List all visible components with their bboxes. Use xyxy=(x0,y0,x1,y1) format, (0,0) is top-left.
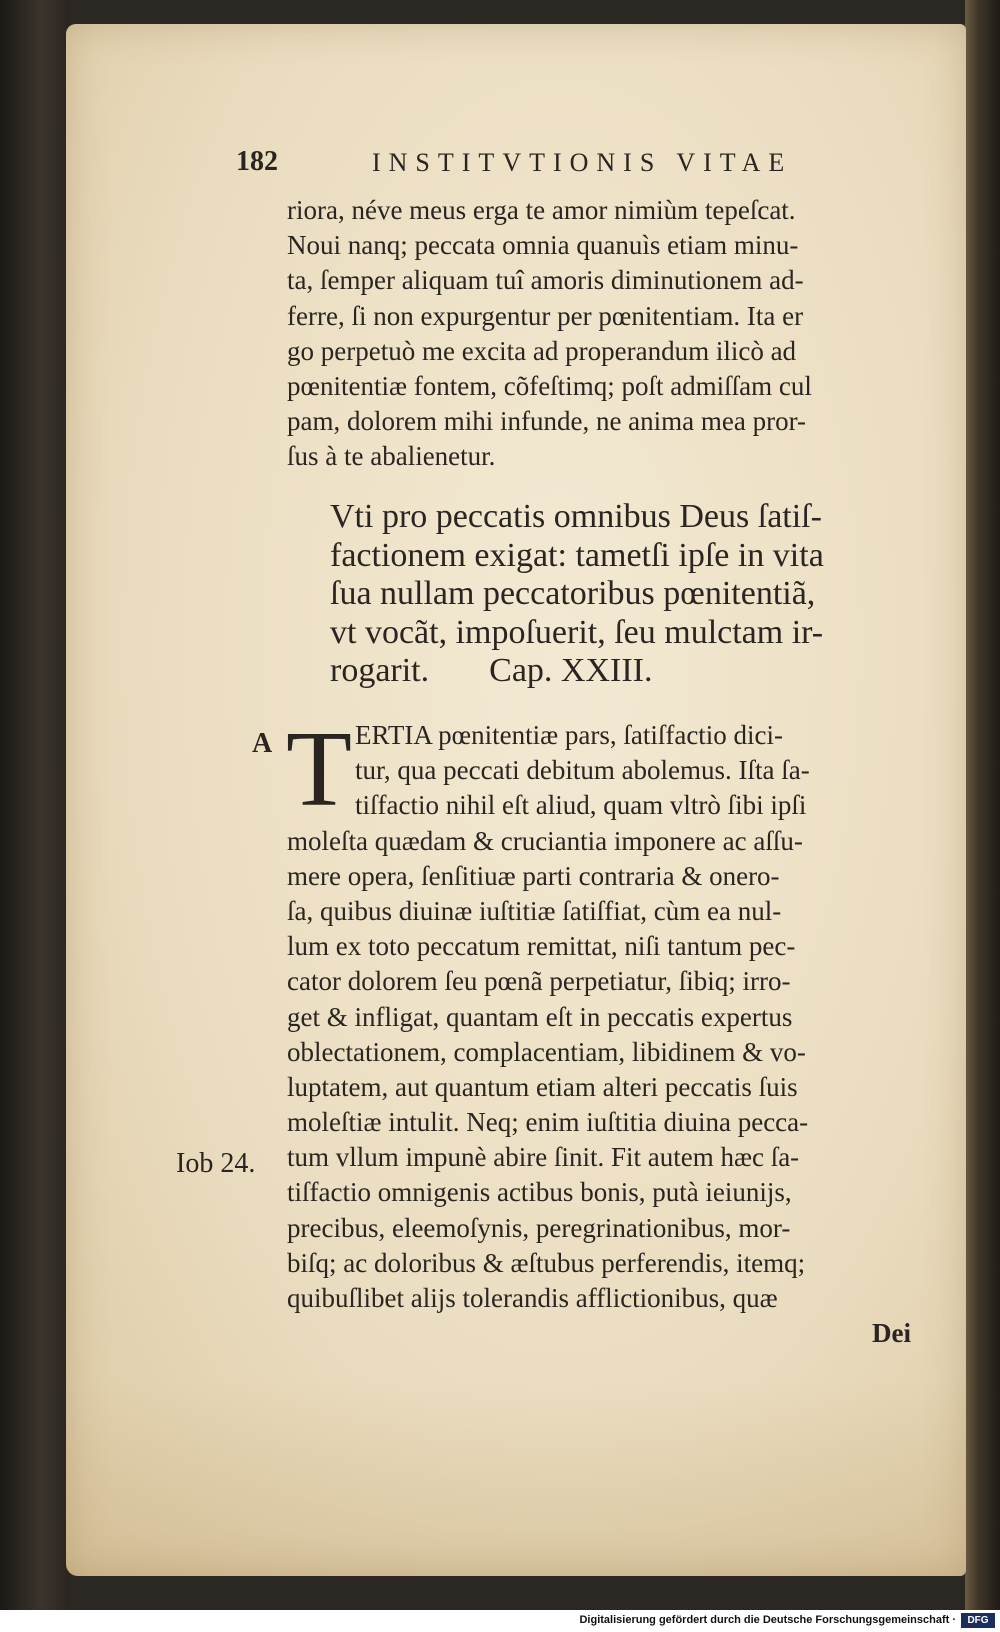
text-line: riora, néve meus erga te amor nimiùm tepeſcat. xyxy=(287,195,796,225)
text-line: tur, qua peccati debitum abolemus. Iſta ſa- xyxy=(355,755,810,786)
dfg-logo: DFG xyxy=(961,1613,995,1628)
heading-line: ſua nullam peccatoribus pœnitentiã, xyxy=(330,575,816,612)
text-line: tiſfactio nihil eſt aliud, quam vltrò ſibi ipſi xyxy=(355,790,807,821)
text-line: moleſtiæ intulit. Neq; enim iuſtitia diuina pecca- xyxy=(287,1107,809,1138)
text-line: oblectationem, complacentiam, libidinem & vo- xyxy=(287,1036,806,1067)
running-head: INSTITVTIONIS VITAE xyxy=(372,148,793,177)
text-line: tiſfactio omnigenis actibus bonis, putà ieiunijs, xyxy=(287,1177,792,1208)
text-line: go perpetuò me excita ad properandum ilicò ad xyxy=(287,335,797,366)
text-line: pœnitentiæ fontem, cõfeſtimq; poſt admiſſam cul xyxy=(287,370,812,401)
text-line: precibus, eleemoſynis, peregrinationibus, mor- xyxy=(287,1212,791,1243)
margin-scripture-reference: Iob 24. xyxy=(176,1148,256,1179)
page-header xyxy=(236,146,876,186)
catchword: Dei xyxy=(872,1318,911,1348)
text-line: quibuſlibet alijs tolerandis afflictionibus, quæ xyxy=(287,1283,778,1313)
heading-line: factionem exigat: tametſi ipſe in vita xyxy=(330,536,824,574)
text-line: luptatem, aut quantum etiam alteri peccatis ſuis xyxy=(287,1071,798,1102)
text-line: ferre, ſi non expurgentur per pœnitentiam. Ita er xyxy=(287,300,804,331)
page-number: 182 xyxy=(236,146,278,177)
text-line: tum vllum impunè abire ſinit. Fit autem hæc ſa- xyxy=(287,1142,800,1173)
text-line: pam, dolorem mihi infunde, ne anima mea pror- xyxy=(287,406,807,437)
page-edge xyxy=(965,0,1000,1610)
funding-credit: Digitalisierung gefördert durch die Deutsche Forschungsgemeinschaft · xyxy=(579,1614,956,1626)
heading-line: vt vocãt, impoſuerit, ſeu mulctam ir- xyxy=(330,613,824,651)
heading-line: Vti pro peccatis omnibus Deus ſatiſ- xyxy=(330,498,822,535)
text-line: lum ex toto peccatum remittat, niſi tantum pec- xyxy=(287,931,796,962)
text-line: ta, ſemper aliquam tuî amoris diminutionem ad- xyxy=(287,265,804,296)
text-line: get & infligat, quantam eſt in peccatis expertus xyxy=(287,1001,793,1032)
drop-cap: T xyxy=(286,710,352,829)
heading-line-last xyxy=(330,652,930,691)
margin-section-letter: A xyxy=(252,728,273,759)
paragraph-continued xyxy=(287,193,917,475)
book-spine xyxy=(0,0,70,1610)
heading-last-word: rogarit. xyxy=(330,652,430,689)
text-line: cator dolorem ſeu pœnã perpetiatur, ſibiq; irro- xyxy=(287,966,791,997)
text-line: ſa, quibus diuinæ iuſtitiæ ſatiſfiat, cùm ea nul- xyxy=(287,895,782,926)
page-stain xyxy=(66,1380,966,1576)
text-line: ſus à te abalienetur. xyxy=(287,441,496,472)
chapter-number: Cap. XXIII. xyxy=(489,652,653,689)
paragraph-main xyxy=(286,710,917,1316)
text-line: ERTIA pœnitentiæ pars, ſatiſfactio dici- xyxy=(355,720,784,750)
text-line: moleſta quædam & cruciantia imponere ac aſſu- xyxy=(287,825,803,856)
text-line: Noui nanq; peccata omnia quanuìs etiam minu- xyxy=(287,230,799,261)
chapter-heading xyxy=(330,498,930,691)
text-line: biſq; ac doloribus & æſtubus perferendis, itemq; xyxy=(287,1247,806,1278)
text-line: mere opera, ſenſitiuæ parti contraria & onero- xyxy=(287,860,780,891)
